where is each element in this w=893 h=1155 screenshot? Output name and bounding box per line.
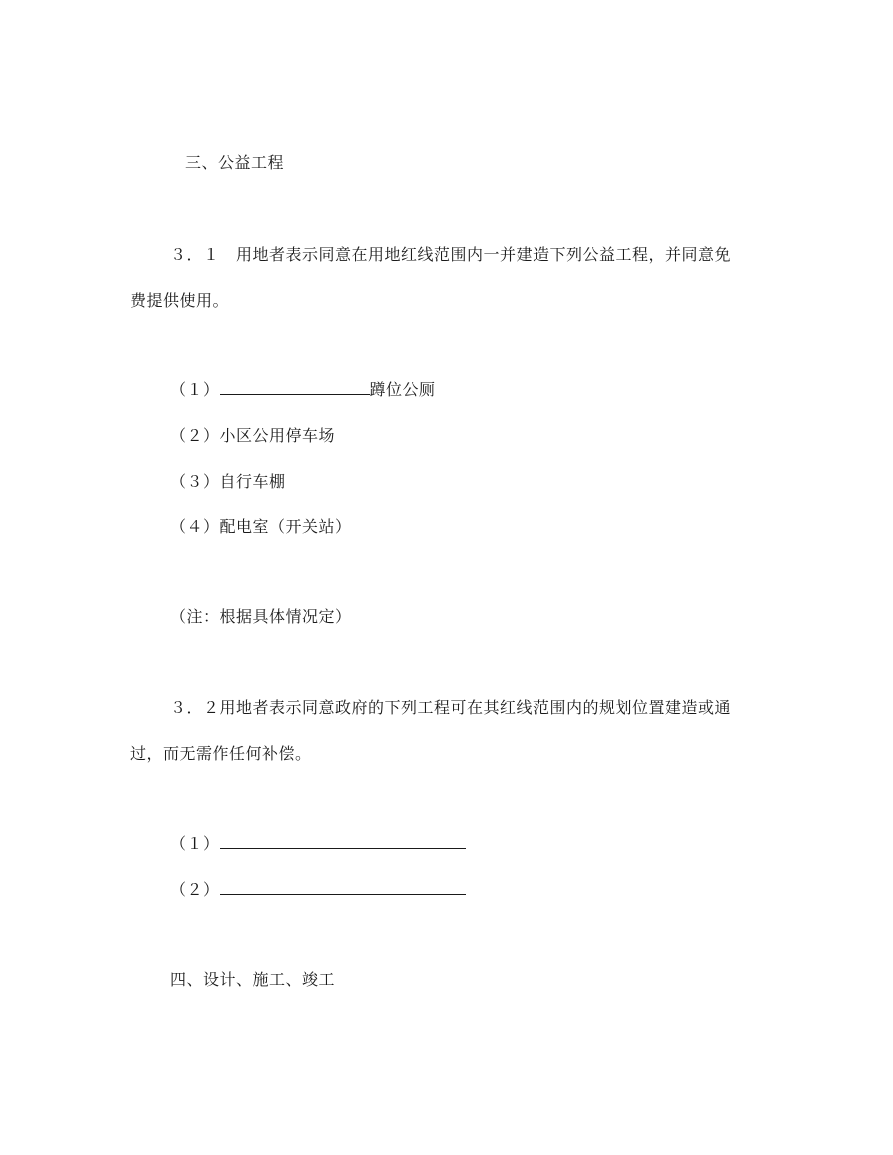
list-item-number: （３）: [170, 472, 220, 491]
clause-3-2-line-2: 过，而无需作任何补偿。: [130, 744, 312, 763]
blank-line: [220, 834, 466, 849]
clause-3-1-line-1: ３．１ 用地者表示同意在用地红线范围内一并建造下列公益工程，并同意免: [170, 245, 732, 264]
list-item-text: 蹲位公厕: [369, 380, 436, 399]
blank-item-2: [170, 880, 466, 900]
list-item-number: （２）: [170, 880, 220, 899]
blank-line: [220, 380, 370, 395]
list-item-text: 小区公用停车场: [219, 426, 336, 445]
list-item-1: [170, 380, 436, 400]
list-item-2: [170, 426, 335, 446]
list-item-number: （１）: [170, 834, 220, 853]
list-item-number: （４）: [170, 517, 220, 536]
list-item-text: 自行车棚: [219, 472, 286, 491]
blank-line: [220, 880, 466, 895]
list-item-number: （２）: [170, 426, 220, 445]
section-4-heading: 四、设计、施工、竣工: [170, 970, 336, 989]
list-item-3: [170, 472, 286, 492]
note: （注：根据具体情况定）: [170, 607, 352, 626]
clause-3-1-line-2: 费提供使用。: [130, 291, 230, 310]
list-item-4: [170, 517, 352, 537]
list-item-number: （１）: [170, 380, 220, 399]
list-item-text: 配电室（开关站）: [219, 517, 352, 536]
blank-item-1: [170, 834, 466, 854]
clause-3-2-line-1: ３．２用地者表示同意政府的下列工程可在其红线范围内的规划位置建造或通: [170, 698, 732, 717]
section-3-heading: 三、公益工程: [185, 153, 285, 172]
